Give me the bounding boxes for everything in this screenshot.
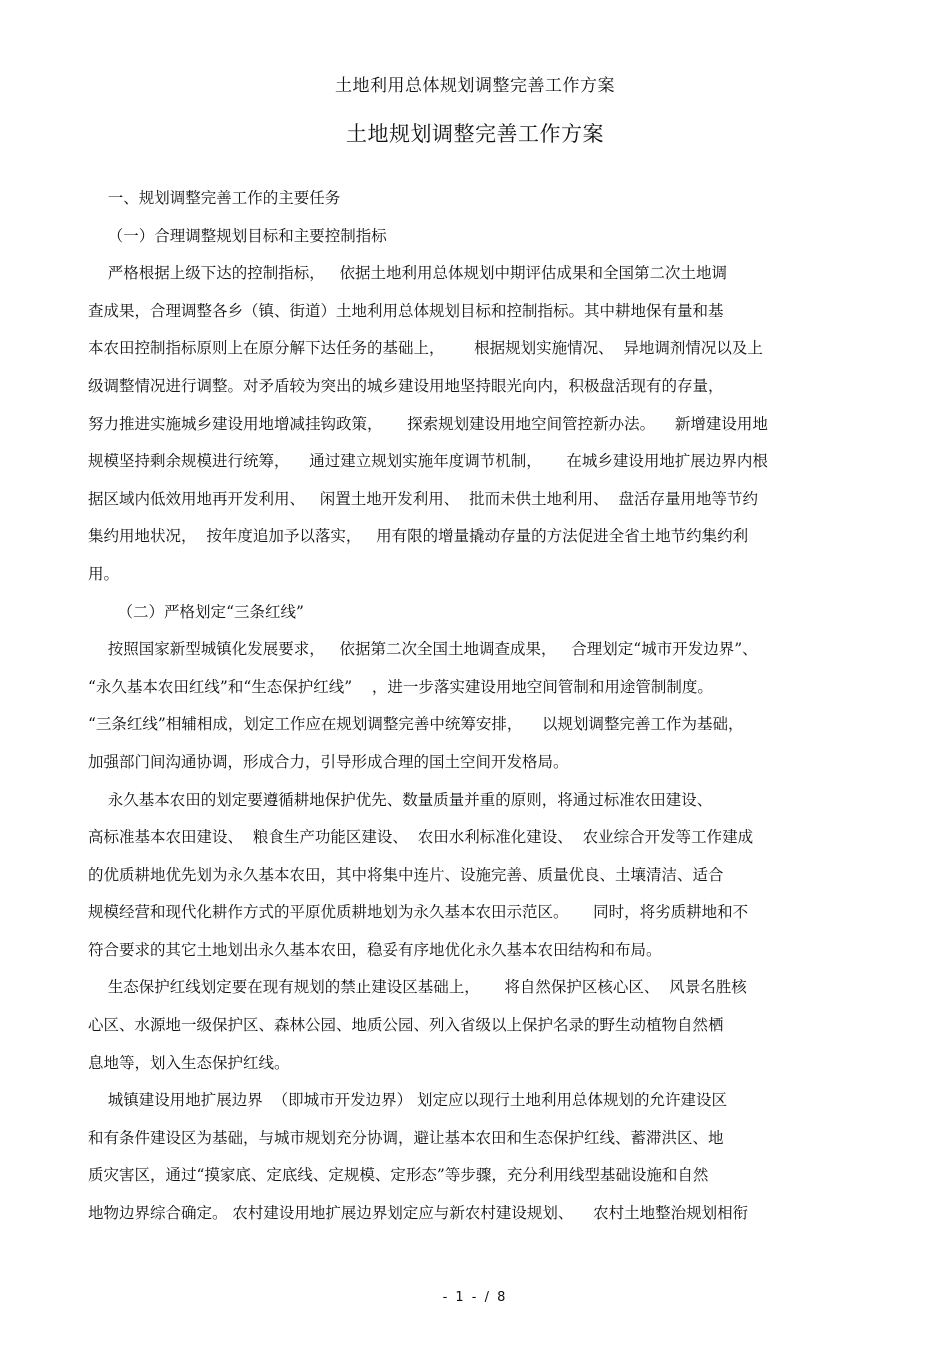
text-line: “永久基本农田红线”和“生态保护红线” ，进一步落实建设用地空间管制和用途管制制度。 xyxy=(88,677,713,696)
text-line: 心区、水源地一级保护区、森林公园、地质公园、列入省级以上保护名录的野生动植物自然栖 xyxy=(88,1016,724,1035)
text-line: “三条红线”相辅相成，划定工作应在规划调整完善中统筹安排， 以规划调整完善工作为基础， xyxy=(88,715,744,734)
text-line: 据区域内低效用地再开发利用、 闲置土地开发利用、 批而未供土地利用、 盘活存量用地等节约 xyxy=(88,489,758,508)
text-line: 规模坚持剩余规模进行统筹， 通过建立规划实施年度调节机制， 在城乡建设用地扩展边界内根 xyxy=(88,452,768,471)
document-title: 土地规划调整完善工作方案 xyxy=(346,122,604,146)
text-line: 高标准基本农田建设、 粮食生产功能区建设、 农田水利标准化建设、 农业综合开发等工作建成 xyxy=(88,828,754,847)
section-heading: 一、规划调整完善工作的主要任务 xyxy=(88,189,341,207)
text-line: 查成果，合理调整各乡（镇、街道）土地利用总体规划目标和控制指标。其中耕地保有量和基 xyxy=(88,301,724,320)
page-number: - 1 - / 8 xyxy=(442,1290,508,1305)
text-line: 质灾害区，通过“摸家底、定底线、定规模、定形态”等步骤，充分利用线型基础设施和自然 xyxy=(88,1166,709,1185)
text-line: 加强部门间沟通协调，形成合力，引导形成合理的国土空间开发格局。 xyxy=(88,752,569,771)
subsection-heading: （二）严格划定“三条红线” xyxy=(88,602,304,621)
text-line: 符合要求的其它土地划出永久基本农田，稳妥有序地优化永久基本农田结构和布局。 xyxy=(88,940,662,959)
document-body xyxy=(88,180,868,1233)
text-line: 地物边界综合确定。 农村建设用地扩展边界划定应与新农村建设规划、 农村土地整治规划相衔 xyxy=(88,1204,749,1223)
header-title: 土地利用总体规划调整完善工作方案 xyxy=(335,76,615,96)
text-line: 集约用地状况， 按年度追加予以落实， 用有限的增量撬动存量的方法促进全省土地节约集约利 xyxy=(88,527,749,546)
text-line: 息地等，划入生态保护红线。 xyxy=(88,1053,290,1072)
text-line: 城镇建设用地扩展边界 （即城市开发边界） 划定应以现行土地利用总体规划的允许建设区 xyxy=(88,1091,727,1110)
text-line: 和有条件建设区为基础，与城市规划充分协调，避让基本农田和生态保护红线、蓄滞洪区、地 xyxy=(88,1128,724,1147)
text-line: 努力推进实施城乡建设用地增减挂钩政策， 探索规划建设用地空间管控新办法。 新增建设用地 xyxy=(88,414,768,433)
text-line: 生态保护红线划定要在现有规划的禁止建设区基础上， 将自然保护区核心区、 风景名胜核 xyxy=(88,978,747,997)
text-line: 用。 xyxy=(88,564,120,583)
text-line: 本农田控制指标原则上在原分解下达任务的基础上， 根据规划实施情况、 异地调剂情况以及上 xyxy=(88,339,763,358)
subsection-heading: （一）合理调整规划目标和主要控制指标 xyxy=(88,226,387,245)
text-line: 永久基本农田的划定要遵循耕地保护优先、数量质量并重的原则，将通过标准农田建设、 xyxy=(88,790,713,809)
text-line: 级调整情况进行调整。对矛盾较为突出的城乡建设用地坚持眼光向内，积极盘活现有的存量， xyxy=(88,376,724,395)
text-line: 按照国家新型城镇化发展要求， 依据第二次全国土地调查成果， 合理划定“城市开发边界”、 xyxy=(88,640,758,659)
text-line: 严格根据上级下达的控制指标， 依据土地利用总体规划中期评估成果和全国第二次土地调 xyxy=(88,264,727,283)
text-line: 规模经营和现代化耕作方式的平原优质耕地划为永久基本农田示范区。 同时，将劣质耕地和不 xyxy=(88,903,749,922)
text-line: 的优质耕地优先划为永久基本农田，其中将集中连片、设施完善、质量优良、土壤清洁、适合 xyxy=(88,865,724,884)
